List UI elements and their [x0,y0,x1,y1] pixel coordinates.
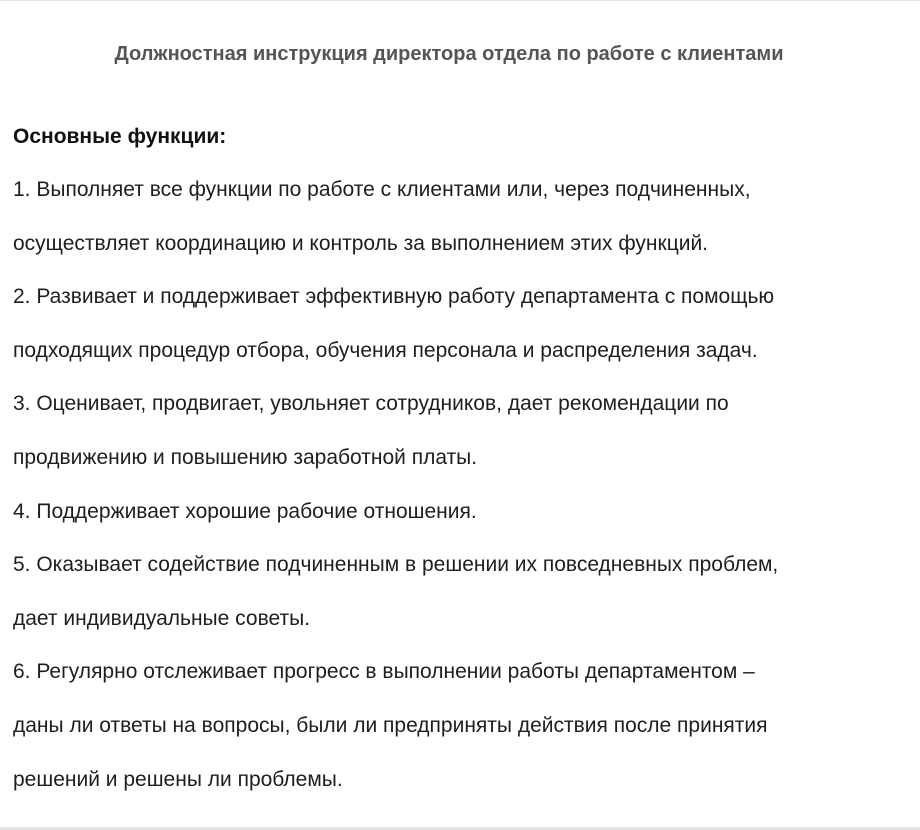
function-item-6-line-3: решений и решены ли проблемы. [13,767,343,791]
function-item-1-line-2: осуществляет координацию и контроль за выполнением этих функций. [13,231,709,255]
function-item-1-line-1: 1. Выполняет все функции по работе с клиентами или, через подчиненных, [13,178,751,201]
functions-list [13,163,893,806]
function-item-3-line-1: 3. Оценивает, продвигает, увольняет сотрудников, дает рекомендации по [13,392,729,416]
function-item-2-line-1: 2. Развивает и поддерживает эффективную работу департамента с помощью [13,285,775,309]
section-heading: Основные функции: [13,125,227,148]
function-item-6-line-1: 6. Регулярно отслеживает прогресс в выполнении работы департаментом – [13,660,755,684]
function-item-4-line-1: 4. Поддерживает хорошие рабочие отношения. [13,499,477,523]
function-item-5-line-2: дает индивидуальные советы. [13,606,311,630]
function-item-2-line-2: подходящих процедур отбора, обучения персонала и распределения задач. [13,338,758,362]
document-title: Должностная инструкция директора отдела по работе с клиентами [114,43,784,65]
function-item-6-line-2: даны ли ответы на вопросы, были ли предприняты действия после принятия [13,713,768,737]
function-item-5-line-1: 5. Оказывает содействие подчиненным в решении их повседневных проблем, [13,553,779,577]
function-item-3-line-2: продвижению и повышению заработной платы. [13,445,478,469]
